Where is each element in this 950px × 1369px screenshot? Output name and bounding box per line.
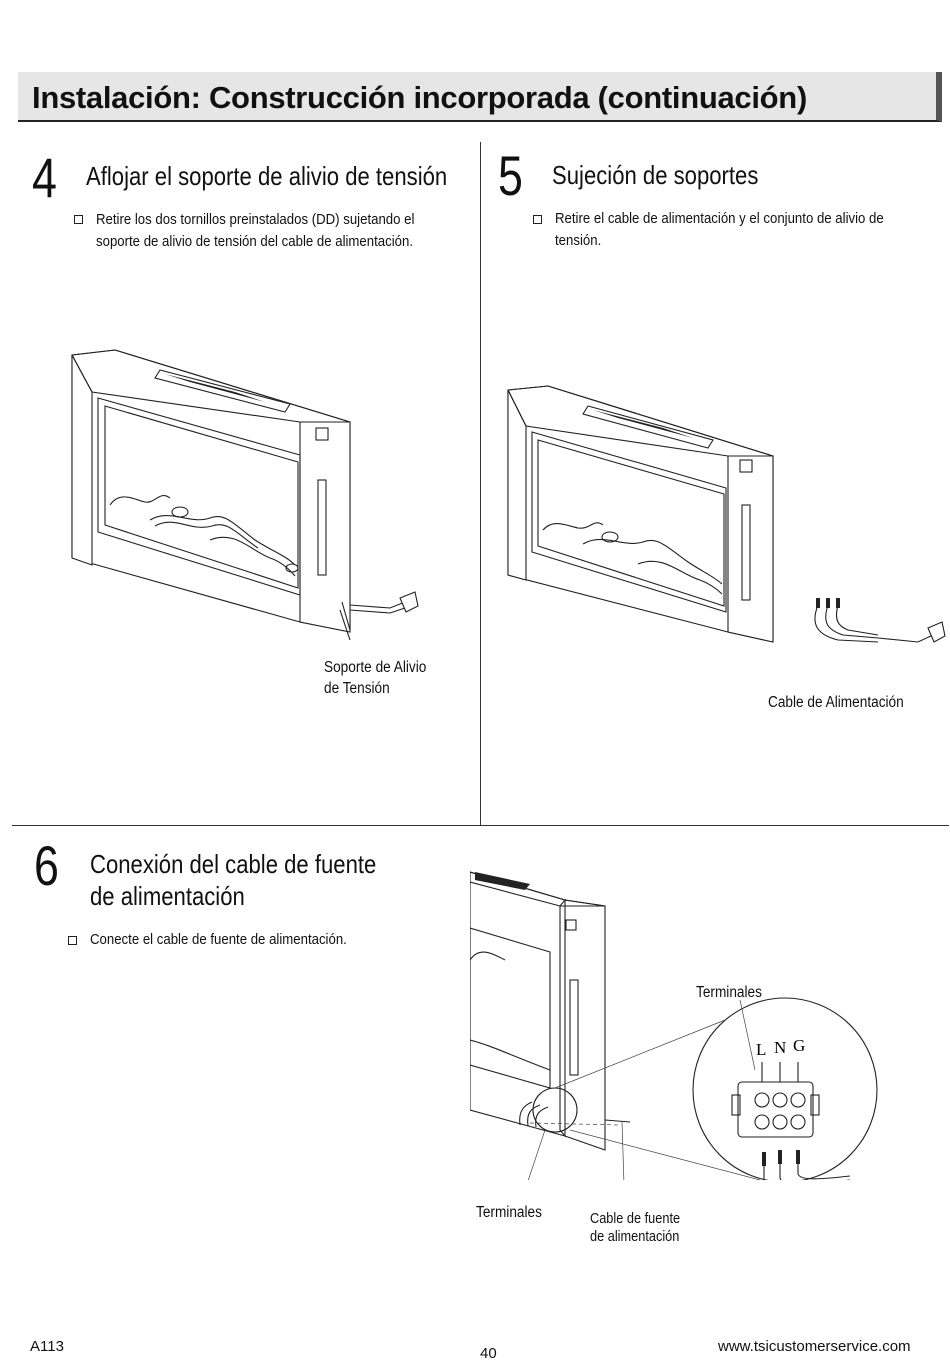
strain-relief-label-line-1: Soporte de Alivio [324, 659, 427, 676]
step-5-bullet: Retire el cable de alimentación y el conjunto de alivio de tensión. [555, 210, 884, 249]
step-6-title-line-1: Conexión del cable de fuente [90, 849, 377, 879]
terminals-label-top: Terminales [696, 984, 762, 1001]
bullet-box [533, 215, 542, 224]
power-source-cable-label-line-2: de alimentación [590, 1229, 680, 1245]
fireplace-illustration-step-4 [60, 340, 430, 640]
terminal-letter-n: N [774, 1038, 787, 1057]
power-cable-label: Cable de Alimentación [768, 694, 904, 711]
page-title: Instalación: Construcción incorporada (continuación) [32, 80, 807, 115]
footer-url[interactable]: www.tsicustomerservice.com [718, 1338, 911, 1355]
step-5-number: 5 [498, 144, 523, 207]
step-4-title: Aflojar el soporte de alivio de tensión [86, 161, 448, 191]
wiring-illustration-step-6 [470, 860, 940, 1180]
horizontal-divider [12, 825, 949, 826]
terminal-letter-l: L [756, 1040, 767, 1059]
step-6-title-line-2: de alimentación [90, 881, 245, 911]
step-6-number: 6 [34, 834, 59, 897]
terminal-letter-g: G [793, 1036, 806, 1055]
step-4-bullet: Retire los dos tornillos preinstalados (DD) sujetando el soporte de alivio de tensión del cable de alimentación. [96, 211, 415, 250]
step-6-bullet: Conecte el cable de fuente de alimentación. [90, 931, 347, 948]
terminals-label-bottom: Terminales [476, 1204, 542, 1221]
strain-relief-label-line-2: de Tensión [324, 680, 390, 697]
step-5-title: Sujeción de soportes [552, 160, 759, 190]
step-4-number: 4 [32, 146, 57, 209]
bullet-box [74, 215, 83, 224]
footer-page-number: 40 [480, 1345, 497, 1362]
power-source-cable-label-line-1: Cable de fuente [590, 1211, 681, 1227]
bullet-box [68, 936, 77, 945]
fireplace-illustration-step-5 [498, 380, 948, 670]
footer-model: A113 [30, 1338, 64, 1355]
vertical-divider [480, 142, 481, 826]
